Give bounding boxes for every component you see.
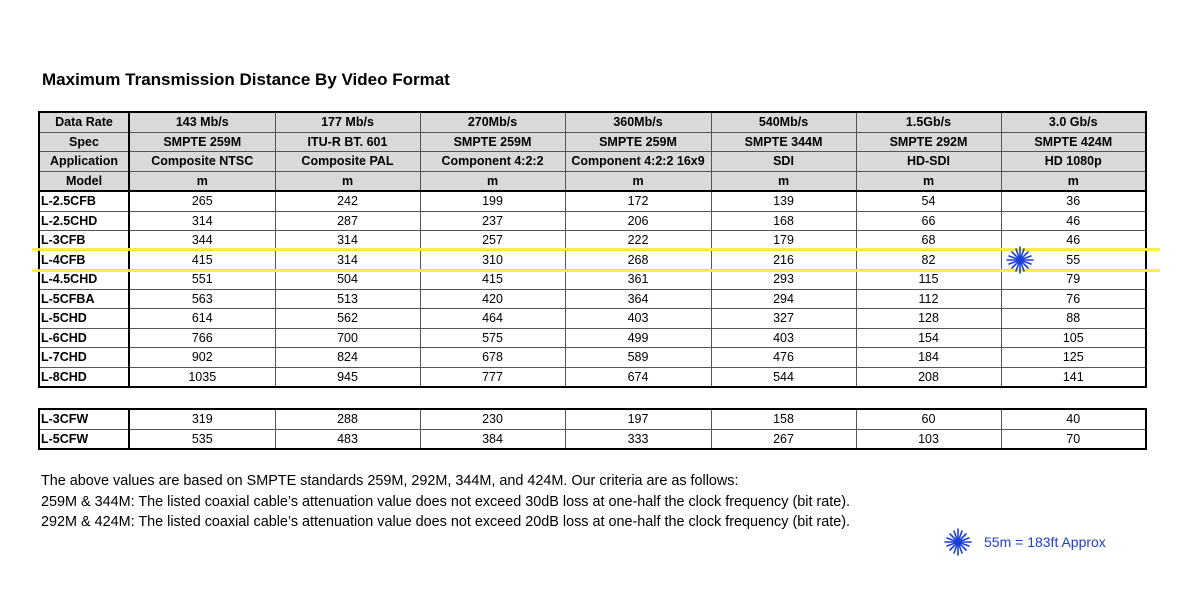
header-cell: HD 1080p [1001, 152, 1146, 172]
model-cell: L-5CFBA [39, 289, 129, 309]
header-row [39, 171, 1146, 191]
value-cell: 483 [275, 429, 420, 449]
value-cell: 82 [856, 250, 1001, 270]
header-label: Spec [39, 132, 129, 152]
value-cell: 237 [420, 211, 565, 231]
table-row [39, 270, 1146, 290]
value-cell: 700 [275, 328, 420, 348]
value-cell: 327 [711, 309, 856, 329]
table-row [39, 211, 1146, 231]
header-cell: SMPTE 292M [856, 132, 1001, 152]
value-cell: 115 [856, 270, 1001, 290]
model-cell: L-5CFW [39, 429, 129, 449]
value-cell: 230 [420, 409, 565, 429]
value-cell: 364 [565, 289, 711, 309]
value-cell: 79 [1001, 270, 1146, 290]
value-cell: 154 [856, 328, 1001, 348]
value-cell: 46 [1001, 211, 1146, 231]
value-cell: 199 [420, 191, 565, 211]
value-cell: 288 [275, 409, 420, 429]
value-cell: 513 [275, 289, 420, 309]
header-cell: 270Mb/s [420, 112, 565, 132]
value-cell: 60 [856, 409, 1001, 429]
model-cell: L-2.5CHD [39, 211, 129, 231]
value-cell: 575 [420, 328, 565, 348]
value-cell: 40 [1001, 409, 1146, 429]
model-cell: L-6CHD [39, 328, 129, 348]
table-row [39, 348, 1146, 368]
note-line: 292M & 424M: The listed coaxial cable’s attenuation value does not exceed 20dB loss at one-half the clock frequency (bit rate). [41, 514, 851, 530]
header-cell: Component 4:2:2 [420, 152, 565, 172]
header-cell: Component 4:2:2 16x9 [565, 152, 711, 172]
value-cell: 158 [711, 409, 856, 429]
value-cell: 103 [856, 429, 1001, 449]
legend [944, 528, 1106, 556]
model-cell: L-3CFW [39, 409, 129, 429]
value-cell: 766 [129, 328, 275, 348]
header-cell: SMPTE 259M [129, 132, 275, 152]
model-cell: L-5CHD [39, 309, 129, 329]
value-cell: 267 [711, 429, 856, 449]
table-row [39, 367, 1146, 387]
header-cell: 540Mb/s [711, 112, 856, 132]
value-cell: 112 [856, 289, 1001, 309]
value-cell: 824 [275, 348, 420, 368]
page-title: Maximum Transmission Distance By Video Format [42, 70, 450, 89]
header-cell: 177 Mb/s [275, 112, 420, 132]
value-cell: 55 [1001, 250, 1146, 270]
value-cell: 589 [565, 348, 711, 368]
header-cell: Composite NTSC [129, 152, 275, 172]
note-line: The above values are based on SMPTE standards 259M, 292M, 344M, and 424M. Our criteria are as follows: [41, 473, 739, 489]
header-row [39, 112, 1146, 132]
value-cell: 902 [129, 348, 275, 368]
highlight-line-bottom [32, 269, 1160, 272]
value-cell: 415 [129, 250, 275, 270]
header-row [39, 152, 1146, 172]
header-cell: 1.5Gb/s [856, 112, 1001, 132]
value-cell: 420 [420, 289, 565, 309]
header-cell: m [711, 171, 856, 191]
value-cell: 535 [129, 429, 275, 449]
model-cell: L-7CHD [39, 348, 129, 368]
value-cell: 415 [420, 270, 565, 290]
value-cell: 70 [1001, 429, 1146, 449]
header-cell: m [129, 171, 275, 191]
value-cell: 36 [1001, 191, 1146, 211]
header-cell: SMPTE 424M [1001, 132, 1146, 152]
value-cell: 945 [275, 367, 420, 387]
value-cell: 265 [129, 191, 275, 211]
value-cell: 314 [129, 211, 275, 231]
value-cell: 76 [1001, 289, 1146, 309]
table-row [39, 409, 1146, 429]
model-cell: L-4.5CHD [39, 270, 129, 290]
value-cell: 179 [711, 231, 856, 251]
header-cell: m [856, 171, 1001, 191]
header-label: Data Rate [39, 112, 129, 132]
value-cell: 54 [856, 191, 1001, 211]
value-cell: 674 [565, 367, 711, 387]
note-line: 259M & 344M: The listed coaxial cable’s attenuation value does not exceed 30dB loss at one-half the clock frequency (bit rate). [41, 493, 851, 510]
header-cell: 143 Mb/s [129, 112, 275, 132]
value-cell: 197 [565, 409, 711, 429]
value-cell: 678 [420, 348, 565, 368]
legend-text: 55m = 183ft Approx [984, 534, 1106, 550]
value-cell: 88 [1001, 309, 1146, 329]
table-row [39, 429, 1146, 449]
value-cell: 184 [856, 348, 1001, 368]
value-cell: 562 [275, 309, 420, 329]
value-cell: 1035 [129, 367, 275, 387]
header-cell: m [420, 171, 565, 191]
header-row [39, 132, 1146, 152]
model-cell: L-2.5CFB [39, 191, 129, 211]
header-label: Model [39, 171, 129, 191]
value-cell: 361 [565, 270, 711, 290]
value-cell: 172 [565, 191, 711, 211]
value-cell: 333 [565, 429, 711, 449]
value-cell: 563 [129, 289, 275, 309]
star-burst-icon [1006, 246, 1034, 274]
header-cell: m [275, 171, 420, 191]
value-cell: 476 [711, 348, 856, 368]
value-cell: 310 [420, 250, 565, 270]
table-row [39, 289, 1146, 309]
value-cell: 105 [1001, 328, 1146, 348]
value-cell: 66 [856, 211, 1001, 231]
value-cell: 614 [129, 309, 275, 329]
value-cell: 403 [711, 328, 856, 348]
header-cell: SDI [711, 152, 856, 172]
header-cell: 360Mb/s [565, 112, 711, 132]
value-cell: 504 [275, 270, 420, 290]
header-cell: SMPTE 344M [711, 132, 856, 152]
value-cell: 141 [1001, 367, 1146, 387]
value-cell: 128 [856, 309, 1001, 329]
table-row [39, 250, 1146, 270]
value-cell: 287 [275, 211, 420, 231]
header-cell: 3.0 Gb/s [1001, 112, 1146, 132]
value-cell: 294 [711, 289, 856, 309]
table-row [39, 328, 1146, 348]
value-cell: 68 [856, 231, 1001, 251]
header-label: Application [39, 152, 129, 172]
value-cell: 257 [420, 231, 565, 251]
header-cell: SMPTE 259M [420, 132, 565, 152]
value-cell: 777 [420, 367, 565, 387]
table-row [39, 191, 1146, 211]
value-cell: 293 [711, 270, 856, 290]
header-cell: m [565, 171, 711, 191]
model-cell: L-3CFB [39, 231, 129, 251]
value-cell: 344 [129, 231, 275, 251]
value-cell: 242 [275, 191, 420, 211]
header-cell: Composite PAL [275, 152, 420, 172]
star-burst-icon [944, 528, 972, 556]
header-cell: m [1001, 171, 1146, 191]
value-cell: 222 [565, 231, 711, 251]
header-cell: ITU-R BT. 601 [275, 132, 420, 152]
value-cell: 464 [420, 309, 565, 329]
value-cell: 384 [420, 429, 565, 449]
value-cell: 499 [565, 328, 711, 348]
value-cell: 403 [565, 309, 711, 329]
value-cell: 168 [711, 211, 856, 231]
value-cell: 139 [711, 191, 856, 211]
header-cell: HD-SDI [856, 152, 1001, 172]
value-cell: 314 [275, 231, 420, 251]
notes [41, 471, 850, 533]
value-cell: 268 [565, 250, 711, 270]
value-cell: 551 [129, 270, 275, 290]
value-cell: 46 [1001, 231, 1146, 251]
header-cell: SMPTE 259M [565, 132, 711, 152]
value-cell: 125 [1001, 348, 1146, 368]
table-row [39, 309, 1146, 329]
highlight-line-top [32, 248, 1160, 251]
value-cell: 319 [129, 409, 275, 429]
value-cell: 208 [856, 367, 1001, 387]
value-cell: 206 [565, 211, 711, 231]
value-cell: 314 [275, 250, 420, 270]
value-cell: 544 [711, 367, 856, 387]
model-cell: L-8CHD [39, 367, 129, 387]
cfw-distance-table [38, 408, 1147, 450]
model-cell: L-4CFB [39, 250, 129, 270]
value-cell: 216 [711, 250, 856, 270]
